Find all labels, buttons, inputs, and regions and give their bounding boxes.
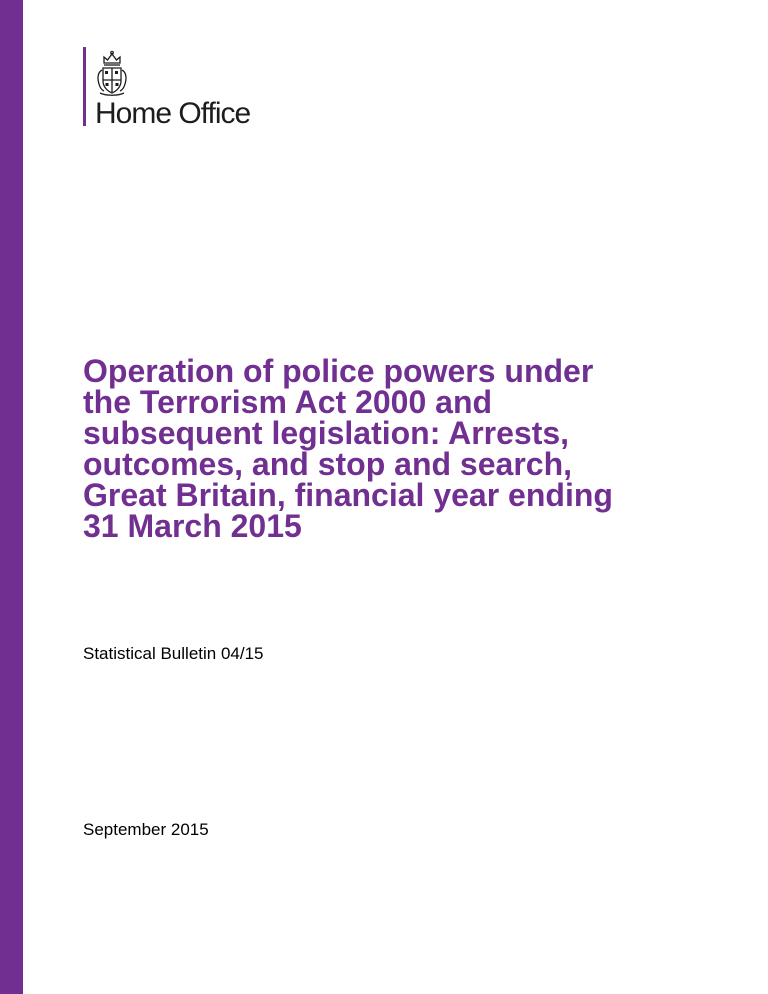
royal-crest-icon [95, 50, 129, 96]
left-accent-bar [0, 0, 23, 994]
logo-organisation-name: Home Office [95, 97, 251, 130]
publication-date: September 2015 [83, 820, 209, 839]
bulletin-number: Statistical Bulletin 04/15 [83, 644, 264, 663]
title-line: Great Britain, financial year ending [83, 477, 613, 513]
title-line: Operation of police powers under [83, 353, 594, 389]
title-line: 31 March 2015 [83, 508, 302, 544]
title-line: subsequent legislation: Arrests, [83, 415, 570, 451]
title-line: the Terrorism Act 2000 and [83, 384, 493, 420]
logo-divider-rule [83, 47, 86, 126]
title-line: outcomes, and stop and search, [83, 446, 572, 482]
document-title [83, 353, 723, 544]
home-office-logo [83, 47, 303, 129]
